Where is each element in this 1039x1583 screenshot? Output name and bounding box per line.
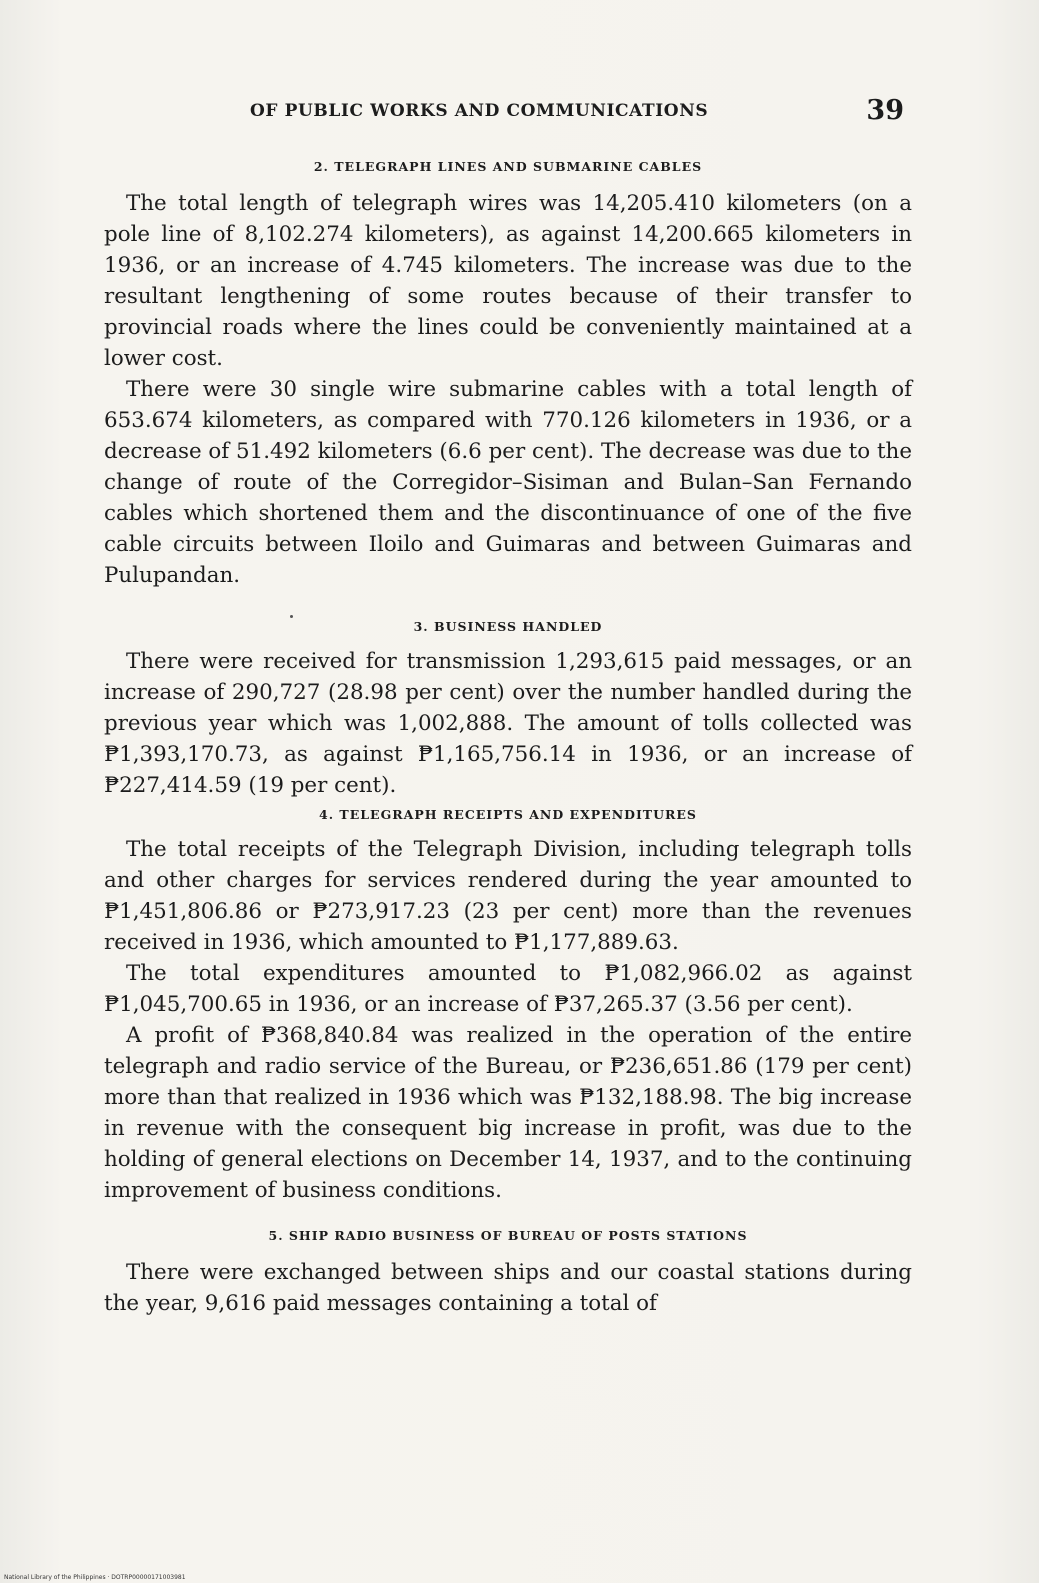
archive-credit: National Library of the Philippines · DOTRP00000171003981 xyxy=(4,1574,186,1581)
page-number: 39 xyxy=(866,95,904,126)
paragraph-ship-messages: There were exchanged between ships and our coastal stations during the year, 9,616 paid messages containing a total of xyxy=(104,1260,912,1316)
paragraph-telegraph-wires: The total length of telegraph wires was 14,205.410 kilometers (on a pole line of 8,102.274 kilometers), as against 14,200.665 kilometers in 1936, or an increase of 4.745 kilometers. The increase was due to the resultant lengthening of some routes because of their transfer to provincial roads where the lines could be conveniently maintained at a lower cost. xyxy=(104,191,912,371)
section-heading-business-handled: 3. BUSINESS HANDLED xyxy=(413,619,603,634)
running-title: OF PUBLIC WORKS AND COMMUNICATIONS xyxy=(250,101,709,121)
section-heading-ship-radio: 5. SHIP RADIO BUSINESS OF BUREAU OF POSTS STATIONS xyxy=(268,1228,748,1243)
paragraph-profit: A profit of ₱368,840.84 was realized in the operation of the entire telegraph and radio service of the Bureau, or ₱236,651.86 (179 per cent) more than that realized in 1936 which was ₱132,188.98. The big increase in revenue with the consequent big increase in profit, was due to the holding of general elections on December 14, 1937, and to the continuing improvement of business conditions. xyxy=(104,1023,912,1203)
page-body xyxy=(104,95,912,1319)
paragraph-total-receipts: The total receipts of the Telegraph Division, including telegraph tolls and other charges for services rendered during the year amounted to ₱1,451,806.86 or ₱273,917.23 (23 per cent) more than the revenues received in 1936, which amounted to ₱1,177,889.63. xyxy=(104,837,912,955)
section-heading-telegraph-lines: 2. TELEGRAPH LINES AND SUBMARINE CABLES xyxy=(313,159,703,174)
paragraph-total-expenditures: The total expenditures amounted to ₱1,082,966.02 as against ₱1,045,700.65 in 1936, or an increase of ₱37,265.37 (3.56 per cent). xyxy=(104,961,912,1017)
section-heading-receipts-expenditures: 4. TELEGRAPH RECEIPTS AND EXPENDITURES xyxy=(319,807,697,822)
paragraph-messages-received: There were received for transmission 1,293,615 paid messages, or an increase of 290,727 (28.98 per cent) over the number handled during the previous year which was 1,002,888. The amount of tolls collected was ₱1,393,170.73, as against ₱1,165,756.14 in 1936, or an increase of ₱227,414.59 (19 per cent). xyxy=(104,649,912,798)
running-head xyxy=(104,95,912,135)
paragraph-submarine-cables: There were 30 single wire submarine cables with a total length of 653.674 kilometers, as compared with 770.126 kilometers in 1936, or a decrease of 51.492 kilometers (6.6 per cent). The decrease was due to the change of route of the Corregidor–Sisiman and Bulan–San Fernando cables which shortened them and the discontinuance of one of the five cable circuits between Iloilo and Guimaras and between Guimaras and Pulupandan. xyxy=(104,377,912,588)
